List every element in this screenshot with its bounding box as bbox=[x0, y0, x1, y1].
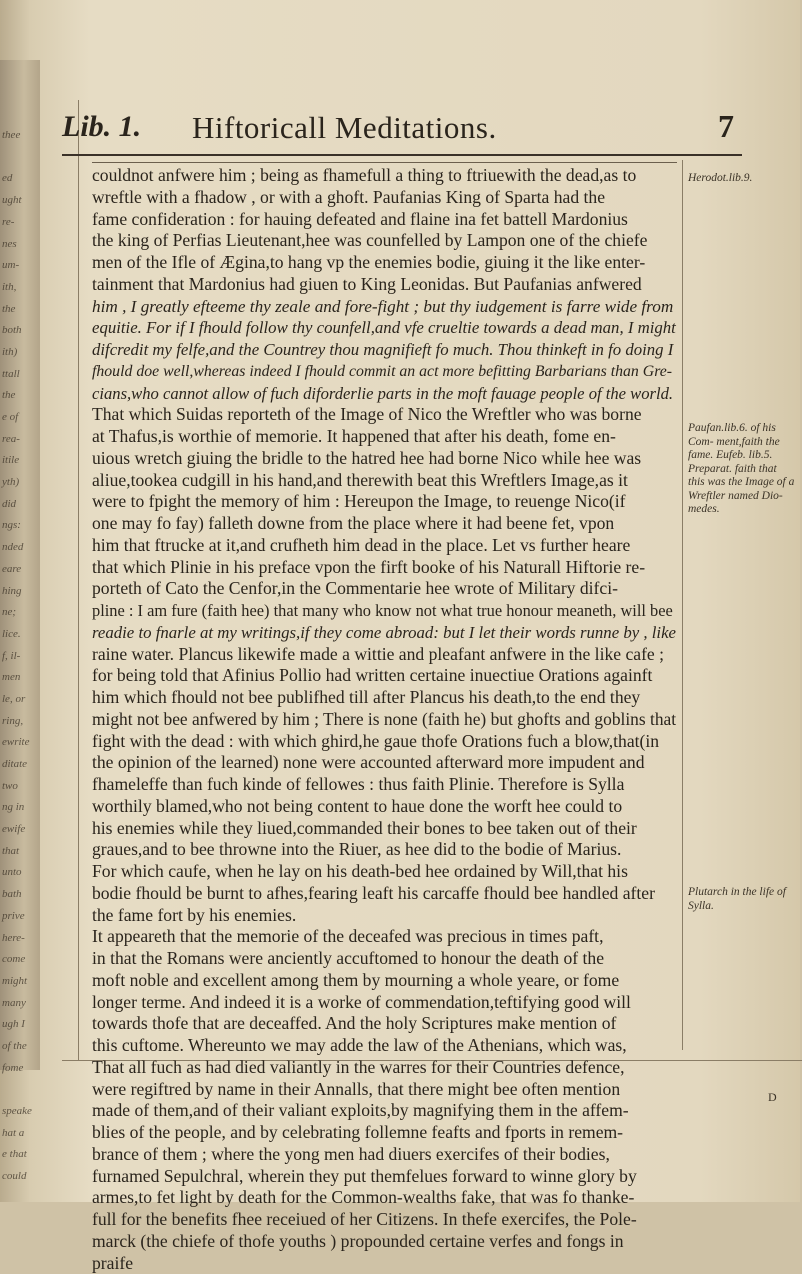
text-line: were to fpight the memory of him : Hereupon the Image, to reuenge Nico(if bbox=[92, 491, 677, 513]
text-line: one may fo fay) falleth downe from the place where it had beene fet, vpon bbox=[92, 513, 677, 535]
text-line: readie to fnarle at my writings,if they come abroad: but I let their words runne by , like bbox=[92, 622, 677, 644]
text-line: furnamed Sepulchral, wherein they put themfelues forward to winne glory by bbox=[92, 1166, 677, 1188]
facing-page-fragment: ugh I bbox=[2, 1014, 38, 1036]
facing-page-fragment: fome bbox=[2, 1058, 38, 1080]
text-line: this cuftome. Whereunto we may adde the law of the Athenians, which was, bbox=[92, 1035, 677, 1057]
facing-page-fragment: the bbox=[2, 385, 38, 407]
facing-page-fragment: ewrite bbox=[2, 732, 38, 754]
page-number: 7 bbox=[718, 108, 734, 145]
facing-page-fragment: e of bbox=[2, 407, 38, 429]
text-line: made of them,and of their valiant exploits,by magnifying them in the affem- bbox=[92, 1100, 677, 1122]
text-line: graues,and to bee throwne into the Riuer, as hee did to the bodie of Marius. bbox=[92, 839, 677, 861]
facing-page-fragment: hing bbox=[2, 581, 38, 603]
facing-page-fragment: ne; bbox=[2, 602, 38, 624]
margin-note-plutarch: Plutarch in the life of Sylla. bbox=[688, 886, 796, 913]
facing-page-fragment: men bbox=[2, 667, 38, 689]
book-number: Lib. 1. bbox=[62, 110, 141, 144]
signature-mark: D bbox=[768, 1090, 777, 1105]
text-line: It appeareth that the memorie of the deceafed was precious in times paft, bbox=[92, 926, 677, 948]
facing-page-fragment: ring, bbox=[2, 711, 38, 733]
text-line: fight with the dead : with which ghird,he gaue thofe Orations fuch a blow,that(in bbox=[92, 731, 677, 753]
facing-page-fragment: ith) bbox=[2, 342, 38, 364]
body-text bbox=[92, 162, 677, 1274]
text-line: him which fhould not bee publifhed till after Plancus his death,to the end they bbox=[92, 687, 677, 709]
facing-page-fragment: re- bbox=[2, 212, 38, 234]
text-line: That all fuch as had died valiantly in the warres for their Countries defence, bbox=[92, 1057, 677, 1079]
text-line: couldnot anfwere him ; being as fhamefull a thing to ftriuewith the dead,as to bbox=[92, 165, 677, 187]
text-line: moft noble and excellent among them by mourning a whole yeare, or fome bbox=[92, 970, 677, 992]
facing-page-fragment: rea- bbox=[2, 429, 38, 451]
facing-page-fragment: two bbox=[2, 776, 38, 798]
text-line: cians,who cannot allow of fuch diforderlie parts in the moft fauage people of the world. bbox=[92, 383, 677, 405]
text-line: fhould doe well,whereas indeed I fhould commit an act more befitting Barbarians than Gre- bbox=[92, 361, 677, 383]
facing-page-fragment: the bbox=[2, 299, 38, 321]
facing-page-fragment: yth) bbox=[2, 472, 38, 494]
margin-note-paufan: Paufan.lib.6. of his Com- ment,faith the fame. Eufeb. lib.5. Preparat. faith that this was the Image of a Wreftler named Dio- medes. bbox=[688, 422, 796, 517]
text-line: marck (the chiefe of thofe youths ) propounded certaine verfes and fongs in bbox=[92, 1231, 677, 1253]
text-line: uious wretch giuing the bridle to the hatred hee had borne Nico while hee was bbox=[92, 448, 677, 470]
facing-page-fragment: f, il- bbox=[2, 646, 38, 668]
facing-page-fragment: many bbox=[2, 993, 38, 1015]
facing-page-fragment bbox=[2, 103, 38, 125]
facing-page-fragment: ditate bbox=[2, 754, 38, 776]
facing-page-fragment: ith, bbox=[2, 277, 38, 299]
text-line: the king of Perfias Lieutenant,hee was counfelled by Lampon one of the chiefe bbox=[92, 230, 677, 252]
text-line: worthily blamed,who not being content to haue done the worft hee could to bbox=[92, 796, 677, 818]
facing-page-fragment: ttall bbox=[2, 364, 38, 386]
text-line: blies of the people, and by celebrating follemne feafts and fports in remem- bbox=[92, 1122, 677, 1144]
text-line: longer terme. And indeed it is a worke of commendation,teftifying good will bbox=[92, 992, 677, 1014]
facing-page-fragment: hat a bbox=[2, 1123, 38, 1145]
text-line: praife bbox=[92, 1253, 677, 1274]
text-line: that which Plinie in his preface vpon the firft booke of his Naturall Hiftorie re- bbox=[92, 557, 677, 579]
facing-page-fragment: nded bbox=[2, 537, 38, 559]
text-line: the fame fort by his enemies. bbox=[92, 905, 677, 927]
text-line: brance of them ; where the yong men had diuers exercifes of their bodies, bbox=[92, 1144, 677, 1166]
facing-page-fragment: here- bbox=[2, 928, 38, 950]
facing-page-text bbox=[2, 60, 38, 1188]
text-line: bodie fhould be burnt to afhes,fearing leaft his carcaffe fhould bee handled after bbox=[92, 883, 677, 905]
facing-page-fragment: eare bbox=[2, 559, 38, 581]
facing-page-fragment: might bbox=[2, 971, 38, 993]
facing-page-fragment: nes bbox=[2, 234, 38, 256]
text-line: fhameleffe than fuch kinde of fellowes : thus faith Plinie. Therefore is Sylla bbox=[92, 774, 677, 796]
text-line: at Thafus,is worthie of memorie. It happened that after his death, fome en- bbox=[92, 426, 677, 448]
text-line: men of the Ifle of Ægina,to hang vp the enemies bodie, giuing it the like enter- bbox=[92, 252, 677, 274]
facing-page-fragment: ught bbox=[2, 190, 38, 212]
text-line: were regiftred by name in their Annalls, that there might bee often mention bbox=[92, 1079, 677, 1101]
facing-page-fragment: le, or bbox=[2, 689, 38, 711]
facing-page-gutter bbox=[0, 60, 40, 1070]
text-line: pline : I am fure (faith hee) that many who know not what true honour meaneth, will bee bbox=[92, 600, 677, 622]
text-line: aliue,tookea cudgill in his hand,and therewith beat this Wreftlers Image,as it bbox=[92, 470, 677, 492]
facing-page-fragment: ngs: bbox=[2, 515, 38, 537]
running-title: Hiftoricall Meditations. bbox=[192, 110, 497, 146]
facing-page-fragment: of the bbox=[2, 1036, 38, 1058]
facing-page-fragment: ewife bbox=[2, 819, 38, 841]
page-header bbox=[62, 108, 742, 156]
facing-page-fragment bbox=[2, 82, 38, 104]
text-line: him , I greatly efteeme thy zeale and fore-fight ; but thy iudgement is farre wide from bbox=[92, 296, 677, 318]
text-line: might not bee anfwered by him ; There is none (faith he) but ghofts and goblins that bbox=[92, 709, 677, 731]
frame-rule-left bbox=[78, 100, 79, 1060]
facing-page-fragment: speake bbox=[2, 1101, 38, 1123]
facing-page-fragment: that bbox=[2, 841, 38, 863]
text-line: difcredit my felfe,and the Countrey thou magnifieft fo much. Thou thinkeft in fo doing I bbox=[92, 339, 677, 361]
text-line: For which caufe, when he lay on his death-bed hee ordained by Will,that his bbox=[92, 861, 677, 883]
facing-page-fragment bbox=[2, 60, 38, 82]
facing-page-fragment: both bbox=[2, 320, 38, 342]
facing-page-fragment: um- bbox=[2, 255, 38, 277]
text-line: in that the Romans were anciently accuftomed to honour the death of the bbox=[92, 948, 677, 970]
facing-page-fragment: ng in bbox=[2, 797, 38, 819]
text-line: for being told that Afinius Pollio had written certaine inuectiue Orations againft bbox=[92, 665, 677, 687]
facing-page-fragment: bath bbox=[2, 884, 38, 906]
margin-note-herodot: Herodot.lib.9. bbox=[688, 172, 796, 186]
frame-rule-right bbox=[682, 160, 683, 1050]
facing-page-fragment: could bbox=[2, 1166, 38, 1188]
facing-page-fragment: itile bbox=[2, 450, 38, 472]
text-line: raine water. Plancus likewife made a wittie and pleafant anfwere in the like cafe ; bbox=[92, 644, 677, 666]
text-line: him that ftrucke at it,and crufheth him dead in the place. Let vs further heare bbox=[92, 535, 677, 557]
facing-page-fragment: unto bbox=[2, 862, 38, 884]
text-line: the opinion of the learned) none were accounted afterward more impudent and bbox=[92, 752, 677, 774]
text-line: That which Suidas reporteth of the Image of Nico the Wreftler who was borne bbox=[92, 404, 677, 426]
text-line: armes,to fet light by death for the Common-wealths fake, that was fo thanke- bbox=[92, 1187, 677, 1209]
facing-page-fragment: come bbox=[2, 949, 38, 971]
text-line: his enemies while they liued,commanded their bones to bee taken out of their bbox=[92, 818, 677, 840]
text-line: equitie. For if I fhould follow thy counfell,and vfe crueltie towards a dead man, I might bbox=[92, 317, 677, 339]
facing-page-fragment: thee bbox=[2, 125, 38, 147]
facing-page-fragment: ed bbox=[2, 168, 38, 190]
facing-page-fragment: e that bbox=[2, 1144, 38, 1166]
margin-notes bbox=[688, 0, 796, 1202]
facing-page-fragment: prive bbox=[2, 906, 38, 928]
text-line: full for the benefits fhee receiued of her Citizens. In thefe exercifes, the Pole- bbox=[92, 1209, 677, 1231]
text-line: wreftle with a fhadow , or with a ghoft. Paufanias King of Sparta had the bbox=[92, 187, 677, 209]
text-line: tainment that Mardonius had giuen to King Leonidas. But Paufanias anfwered bbox=[92, 274, 677, 296]
facing-page-fragment bbox=[2, 1079, 38, 1101]
text-line: towards thofe that are deceaffed. And the holy Scriptures make mention of bbox=[92, 1013, 677, 1035]
facing-page-fragment: did bbox=[2, 494, 38, 516]
text-line: fame confideration : for hauing defeated and flaine ina fet battell Mardonius bbox=[92, 209, 677, 231]
facing-page-fragment bbox=[2, 147, 38, 169]
text-line: porteth of Cato the Cenfor,in the Commentarie hee wrote of Military difci- bbox=[92, 578, 677, 600]
facing-page-fragment: lice. bbox=[2, 624, 38, 646]
